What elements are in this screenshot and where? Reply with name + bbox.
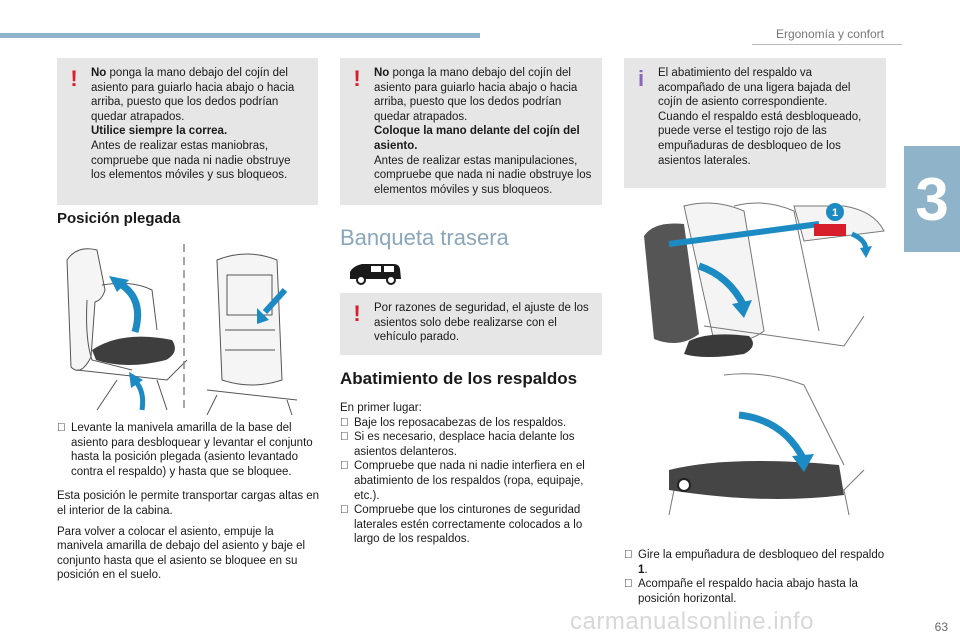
- list-item: Levante la manivela amarilla de la base del asiento para desbloquear y levantar el conjunto hasta la posición plegada (asiento levantado contra el respaldo) y hasta que se bloquee.: [57, 421, 321, 479]
- list-item: Compruebe que nada ni nadie interfiera en el abatimiento de los respaldos (ropa, equipaje, etc.).: [340, 459, 604, 503]
- safety-note: Por razones de seguridad, el ajuste de los asientos solo debe realizarse con el vehículo parado.: [374, 302, 589, 344]
- heading-posicion-plegada: Posición plegada: [57, 210, 181, 227]
- bullet-icon: [624, 548, 634, 577]
- list-item: Si es necesario, desplace hacia delante los asientos delanteros.: [340, 430, 604, 459]
- list-item: Baje los reposacabezas de los respaldos.: [340, 416, 604, 431]
- bullet-icon: [340, 430, 350, 459]
- bullet-icon: [340, 459, 350, 503]
- bullet-icon: [340, 503, 350, 547]
- col3-body: [624, 548, 888, 606]
- chapter-tab: [904, 146, 960, 252]
- bullet-icon: [57, 421, 67, 479]
- warning-lead: No: [91, 67, 107, 79]
- heading-banqueta-trasera: Banqueta trasera: [340, 225, 509, 250]
- info-icon: i: [637, 66, 645, 91]
- warning-rest: Antes de realizar estas maniobras, compruebe que nada ni nadie obstruye los elementos móviles y sus bloqueos.: [91, 139, 291, 182]
- warning-icon: !: [70, 66, 78, 91]
- chapter-number: 3: [915, 165, 949, 233]
- callout-number: 1: [831, 207, 839, 219]
- warning-rest: Antes de realizar estas manipulaciones, compruebe que nada ni nadie obstruye los elementos móviles y sus bloqueos.: [374, 154, 592, 196]
- list-item: Compruebe que los cinturones de seguridad laterales estén correctamente colocados a lo largo de los respaldos.: [340, 503, 604, 547]
- intro-text: En primer lugar:: [340, 402, 422, 414]
- bullet-icon: [340, 416, 350, 431]
- info-box: [624, 58, 886, 188]
- backrest-unlock-illustration: [624, 196, 886, 366]
- paragraph: Para volver a colocar el asiento, empuje la manivela amarilla de debajo del asiento y baje el conjunto hasta que el asiento se bloquee en su posición en el suelo.: [57, 525, 306, 582]
- warning-box-rear-seat: ! No ponga la mano debajo del cojín del asiento para guiarlo hacia abajo o hacia arriba, puesto que los dedos podrían quedar atrapados. Coloque la mano delante del cojín del asiento. Antes de realizar estas manipulaciones, compruebe que nada ni nadie obstruye los elementos móviles y sus bloqueos.: [340, 58, 602, 205]
- warning-box-front-seat: ! No ponga la mano debajo del cojín del asiento para guiarlo hacia abajo o hacia arriba, puesto que los dedos podrían quedar atrapados. Utilice siempre la correa. Antes de realizar estas maniobras, compruebe que nada ni nadie obstruye los elementos móviles y sus bloqueos.: [57, 58, 318, 205]
- info-text: El abatimiento del respaldo va acompañado de una ligera bajada del cojín de asiento correspondiente. Cuando el respaldo está desbloqueado, puede verse el testigo rojo de las empuñaduras de desbloqueo de los asientos laterales.: [658, 67, 862, 167]
- heading-abatimiento: Abatimiento de los respaldos: [340, 369, 578, 388]
- page-number: 63: [934, 620, 948, 634]
- warning-icon: !: [353, 301, 361, 326]
- bullet-icon: [624, 577, 634, 606]
- warning-icon: !: [353, 66, 361, 91]
- backrest-folded-illustration: [624, 370, 886, 520]
- col1-body: [57, 421, 321, 589]
- seat-folding-illustration: [57, 240, 318, 415]
- paragraph: Esta posición le permite transportar cargas altas en el interior de la cabina.: [57, 490, 320, 517]
- section-title: Ergonomía y confort: [775, 27, 884, 41]
- safety-note-box: [340, 293, 602, 355]
- list-item: Acompañe el respaldo hacia abajo hasta la posición horizontal.: [624, 577, 888, 606]
- van-icon: [347, 262, 403, 286]
- list-item: Gire la empuñadura de desbloqueo del respaldo 1.: [624, 548, 888, 577]
- warning-emphasis: Coloque la mano delante del cojín del asiento.: [374, 125, 580, 152]
- watermark: carmanualsonline.info: [570, 608, 814, 635]
- header-rule: [752, 44, 902, 45]
- warning-emphasis: Utilice siempre la correa.: [91, 125, 228, 138]
- col2-body: [340, 401, 604, 547]
- header-accent-bar: [0, 33, 480, 38]
